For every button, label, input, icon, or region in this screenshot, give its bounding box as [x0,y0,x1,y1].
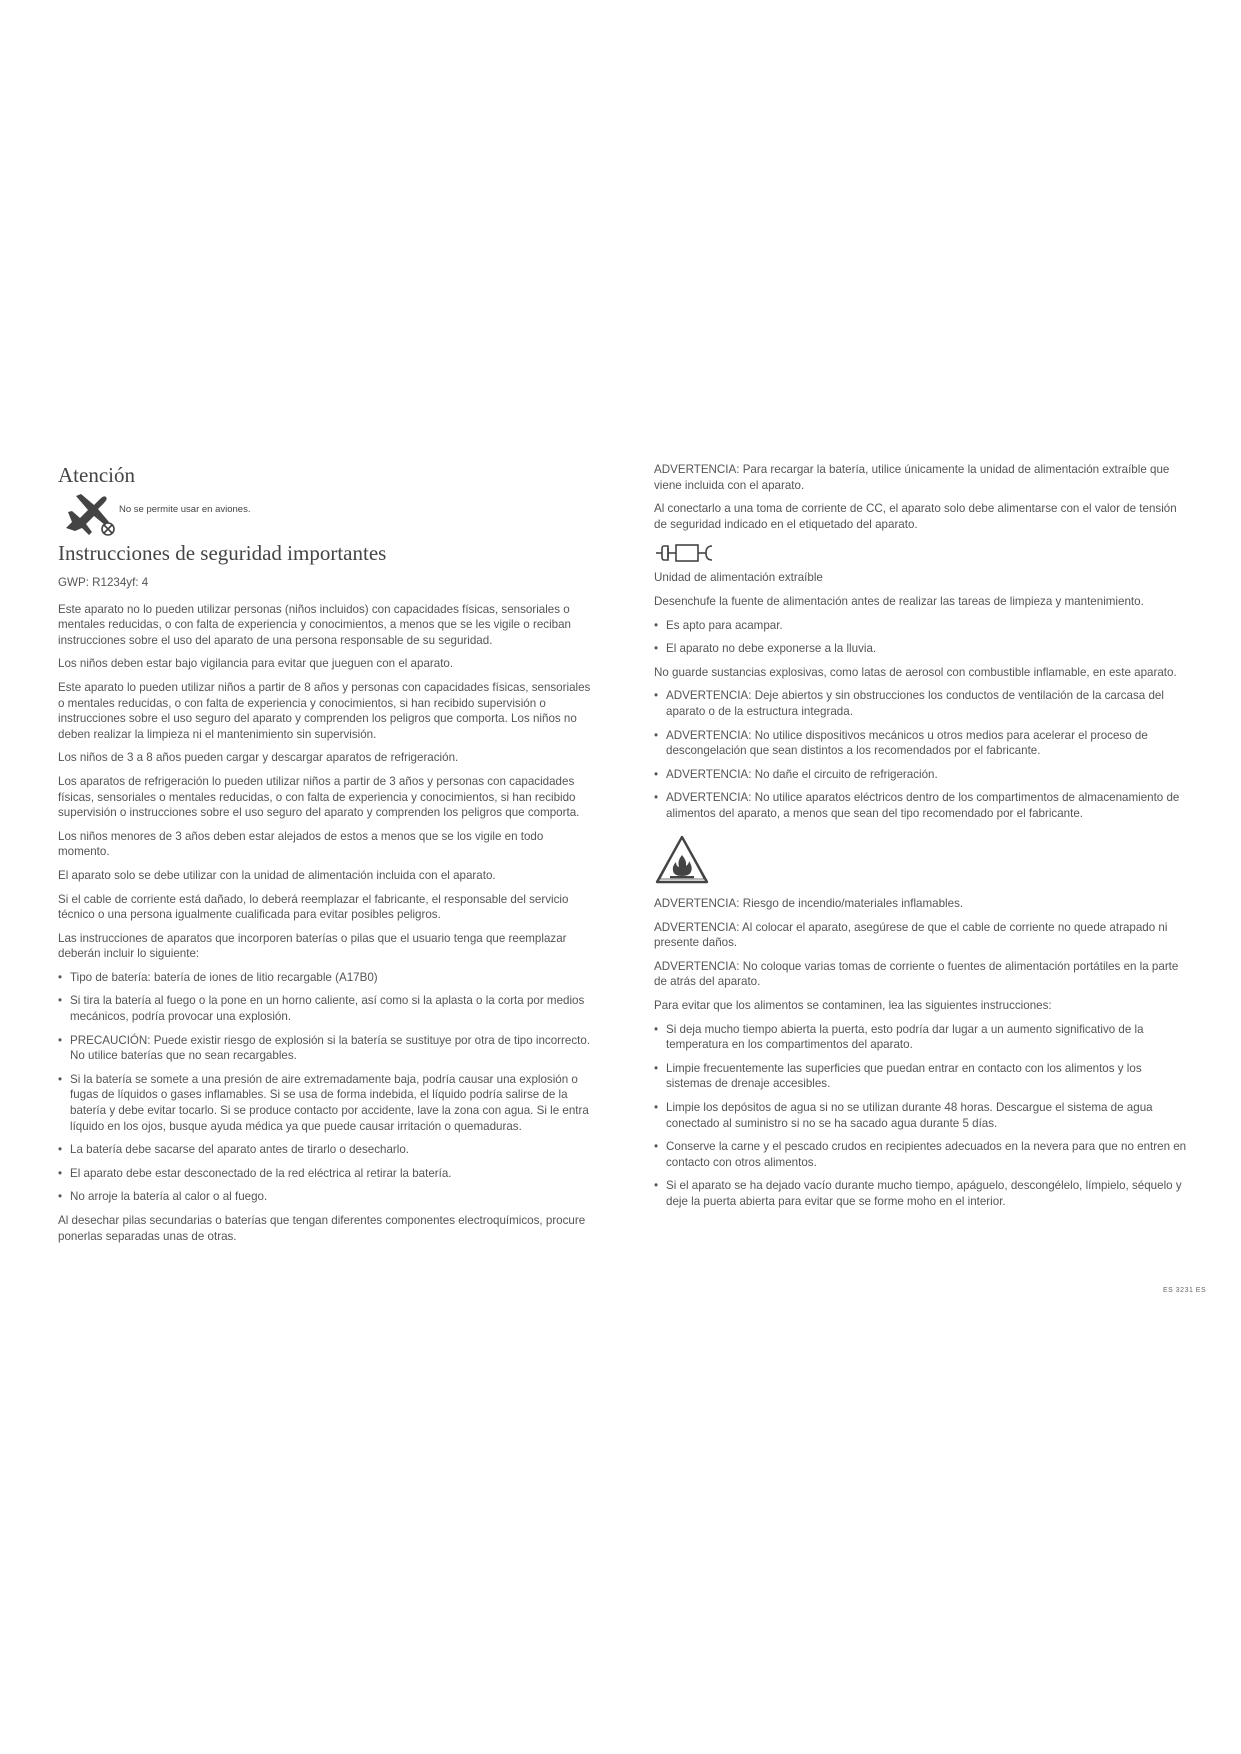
closing-paragraph: Al desechar pilas secundarias o baterías que tengan diferentes componentes electroquímicos, procure ponerlas separadas unas de otras. [58,1214,586,1243]
attention-title: Atención [58,463,135,487]
list-item: • Si deja mucho tiempo abierta la puerta, esto podría dar lugar a un aumento significativo de la temperatura en los compartimentos del aparato. [654,1022,1189,1053]
warnings-list [654,688,1189,821]
list-item: • Limpie frecuentemente las superficies que puedan entrar en contacto con los alimentos y los sistemas de drenaje accesibles. [654,1061,1189,1092]
power-unit-label: Unidad de alimentación extraíble [654,571,823,585]
paragraph: El aparato solo se debe utilizar con la unidad de alimentación incluida con el aparato. [58,868,496,882]
list-item: • Si tira la batería al fuego o la pone en un horno caliente, así como si la aplasta o la corta por medios mecánicos, podría provocar una explosión. [58,993,593,1024]
no-airplane-icon [58,490,116,536]
no-airplane-notice [58,490,593,536]
list-item: • Limpie los depósitos de agua si no se utilizan durante 48 horas. Descargue el sistema de agua conectado al suministro si no se ha sacado agua durante 5 días. [654,1100,1189,1131]
paragraph: ADVERTENCIA: Al colocar el aparato, asegúrese de que el cable de corriente no quede atrapado ni presente daños. [654,920,1168,950]
list-item: • ADVERTENCIA: No dañe el circuito de refrigeración. [654,767,1189,783]
paragraph: Si el cable de corriente está dañado, lo deberá reemplazar el fabricante, el responsable del servicio técnico o una persona igualmente cualificada para evitar posibles peligros. [58,892,569,922]
paragraph: Para evitar que los alimentos se contaminen, lea las siguientes instrucciones: [654,999,1052,1013]
paragraph: Al conectarlo a una toma de corriente de CC, el aparato solo debe alimentarse con el valor de tensión de seguridad indicado en el etiquetado del aparato. [654,502,1177,531]
list-item: • No arroje la batería al calor o al fuego. [58,1189,593,1205]
no-airplane-caption: No se permite usar en aviones. [119,504,251,516]
paragraph: Este aparato lo pueden utilizar niños a partir de 8 años y personas con capacidades físicas, sensoriales o mentales reducidas, o con falta de experiencia y conocimientos, si han recibido supervisión o instrucciones sobre el uso seguro del aparato y comprenden los peligros que comporta. Los niños no deben realizar la limpieza ni el mantenimiento sin supervisión. [58,680,591,741]
paragraph: Este aparato no lo pueden utilizar personas (niños incluidos) con capacidades físicas, sensoriales o mentales reducidas, o con falta de experiencia y conocimientos, a menos que se les vigile o reciban instrucciones sobre el uso del aparato de una persona responsable de su seguridad. [58,602,571,647]
page-footer: ES 3231 ES [1163,1287,1207,1294]
list-item: • Es apto para acampar. [654,618,1189,634]
paragraph: Las instrucciones de aparatos que incorporen baterías o pilas que el usuario tenga que reemplazar deberán incluir lo siguiente: [58,931,567,961]
paragraph: Los niños de 3 a 8 años pueden cargar y descargar aparatos de refrigeración. [58,751,459,765]
paragraph: Desenchufe la fuente de alimentación antes de realizar las tareas de limpieza y mantenimiento. [654,594,1144,608]
paragraph: No guarde sustancias explosivas, como latas de aerosol con combustible inflamable, en este aparato. [654,665,1177,679]
section-title: Instrucciones de seguridad importantes [58,541,387,565]
right-column [654,462,1189,1218]
battery-list [58,970,593,1205]
food-safety-list [654,1022,1189,1210]
left-column [58,462,593,1252]
paragraph: ADVERTENCIA: No coloque varias tomas de corriente o fuentes de alimentación portátiles en la parte de atrás del aparato. [654,959,1179,989]
paragraph: Los niños menores de 3 años deben estar alejados de estos a menos que se los vigile en todo momento. [58,829,544,859]
list-item: • ADVERTENCIA: No utilice dispositivos mecánicos u otros medios para acelerar el proceso de descongelación que sean distintos a los recomendados por el fabricante. [654,728,1189,759]
list-item: • PRECAUCIÓN: Puede existir riesgo de explosión si la batería se sustituye por otra de tipo incorrecto. No utilice baterías que no sean recargables. [58,1033,593,1064]
paragraph: ADVERTENCIA: Riesgo de incendio/materiales inflamables. [654,897,964,911]
gwp-text: GWP: R1234yf: 4 [58,576,149,589]
list-item: • Si el aparato se ha dejado vacío durante mucho tiempo, apáguelo, descongélelo, límpielo, séquelo y deje la puerta abierta para evitar que se forme moho en el interior. [654,1178,1189,1209]
paragraph: Los niños deben estar bajo vigilancia para evitar que jueguen con el aparato. [58,657,454,671]
list-item: • El aparato no debe exponerse a la lluvia. [654,641,1189,657]
list-item: • Si la batería se somete a una presión de aire extremadamente baja, podría causar una explosión o fugas de líquidos o gases inflamables. Si se usa de forma indebida, el líquido podría salirse de la batería y debe evitar tocarlo. Si se produce contacto por accidente, lave la zona con agua. Si le entra líquido en los ojos, busque ayuda médica ya que puede causar irritación o quemaduras. [58,1072,593,1134]
flammable-warning-icon [654,834,710,886]
list-item: • La batería debe sacarse del aparato antes de tirarlo o desecharlo. [58,1142,593,1158]
usage-list [654,618,1189,657]
paragraph: Los aparatos de refrigeración lo pueden utilizar niños a partir de 3 años y personas con capacidades físicas, sensoriales o mentales reducidas, o con falta de experiencia y conocimientos, si han recibido supervisión o instrucciones sobre el uso seguro del aparato y comprenden los peligros que comporta. [58,774,580,820]
list-item: • Conserve la carne y el pescado crudos en recipientes adecuados en la nevera para que no entren en contacto con otros alimentos. [654,1139,1189,1170]
list-item: • ADVERTENCIA: Deje abiertos y sin obstrucciones los conductos de ventilación de la carcasa del aparato o de la estructura integrada. [654,688,1189,719]
list-item: • Tipo de batería: batería de iones de litio recargable (A17B0) [58,970,593,986]
list-item: • ADVERTENCIA: No utilice aparatos eléctricos dentro de los compartimentos de almacenamiento de alimentos del aparato, a menos que sean del tipo recomendado por el fabricante. [654,790,1189,821]
paragraph: ADVERTENCIA: Para recargar la batería, utilice únicamente la unidad de alimentación extraíble que viene incluida con el aparato. [654,463,1170,492]
power-unit-icon [654,540,720,566]
list-item: • El aparato debe estar desconectado de la red eléctrica al retirar la batería. [58,1166,593,1182]
